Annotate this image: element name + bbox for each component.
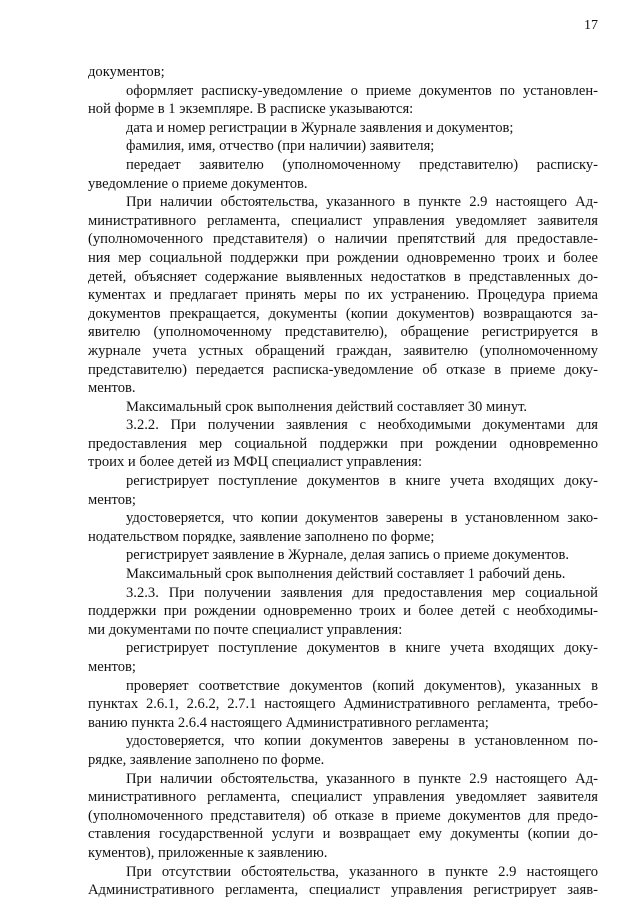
text-line: представителю) передается расписка-уведомление об отказе в приеме доку- (88, 361, 598, 378)
text-line: пунктах 2.6.1, 2.6.2, 2.7.1 настоящего Административного регламента, требо- (88, 696, 598, 713)
text-line: ментов. (88, 380, 136, 397)
text-line: (уполномоченного представителя) об отказе в приеме документов для предо- (88, 807, 598, 824)
text-line: министративного регламента, специалист управления уведомляет заявителя (88, 789, 598, 806)
text-line: дата и номер регистрации в Журнале заявления и документов; (126, 119, 514, 136)
text-line: передает заявителю (уполномоченному представителю) расписку- (126, 156, 598, 173)
text-line: министративного регламента, специалист управления уведомляет заявителя (88, 212, 598, 229)
text-line: При наличии обстоятельства, указанного в пункте 2.9 настоящего Ад- (126, 194, 598, 211)
text-line: регистрирует поступление документов в книге учета входящих доку- (126, 640, 598, 657)
text-line: регистрирует поступление документов в книге учета входящих доку- (126, 473, 598, 490)
text-line: удостоверяется, что копии документов заверены в установленном зако- (126, 510, 598, 527)
text-line: Максимальный срок выполнения действий составляет 30 минут. (126, 398, 528, 415)
text-line: Административного регламента, специалист управления регистрирует заяв- (88, 882, 598, 899)
text-line: При наличии обстоятельства, указанного в пункте 2.9 настоящего Ад- (126, 770, 598, 787)
text-line: предоставления мер социальной поддержки при рождении одновременно (88, 435, 598, 452)
text-line: регистрирует заявление в Журнале, делая запись о приеме документов. (126, 547, 569, 564)
document-body (88, 63, 598, 900)
text-line: 3.2.2. При получении заявления с необходимыми документами для (126, 417, 598, 434)
text-line: Максимальный срок выполнения действий составляет 1 рабочий день. (126, 566, 566, 583)
text-line: ной форме в 1 экземпляре. В расписке указываются: (88, 101, 414, 118)
text-line: ния мер социальной поддержки при рождении одновременно троих и более (88, 249, 598, 266)
text-line: 3.2.3. При получении заявления для предоставления мер социальной (126, 584, 598, 601)
text-line: журнале учета устных обращений граждан, заявителю (уполномоченному (88, 342, 598, 359)
text-line: ставления государственной услуги и возвращает ему документы (копии до- (88, 826, 598, 843)
page-number: 17 (584, 18, 598, 33)
text-line: кументов), приложенные к заявлению. (88, 844, 328, 861)
text-line: ментов; (88, 491, 136, 508)
text-line: рядке, заявление заполнено по форме. (88, 751, 325, 768)
text-line: оформляет расписку-уведомление о приеме документов по установлен- (126, 82, 598, 99)
text-line: документов прекращается, документы (копии документов) возвращаются за- (88, 305, 598, 322)
text-line: удостоверяется, что копии документов заверены в установленном по- (126, 733, 598, 750)
text-line: При отсутствии обстоятельства, указанного в пункте 2.9 настоящего (126, 863, 598, 880)
text-line: троих и более детей из МФЦ специалист управления: (88, 454, 423, 471)
text-line: явителю (уполномоченному представителю), обращение регистрируется в (88, 324, 598, 341)
text-line: (уполномоченного представителя) о наличии препятствий для предоставле- (88, 231, 598, 248)
text-line: кументах и предлагает принять меры по их устранению. Процедура приема (88, 287, 598, 304)
text-line: ми документами по почте специалист управления: (88, 621, 403, 638)
text-line: уведомление о приеме документов. (88, 175, 308, 192)
text-line: фамилия, имя, отчество (при наличии) заявителя; (126, 138, 435, 155)
text-line: ментов; (88, 659, 136, 675)
text-line: поддержки при рождении одновременно троих и более детей с необходимы- (88, 603, 598, 620)
text-line: детей, объясняет содержание выявленных недостатков в представленных до- (88, 268, 598, 285)
text-line: проверяет соответствие документов (копий документов), указанных в (126, 677, 598, 694)
text-line: документов; (88, 64, 165, 80)
text-line: нодательством порядке, заявление заполнено по форме; (88, 528, 435, 545)
text-line: ванию пункта 2.6.4 настоящего Административного регламента; (88, 714, 489, 731)
